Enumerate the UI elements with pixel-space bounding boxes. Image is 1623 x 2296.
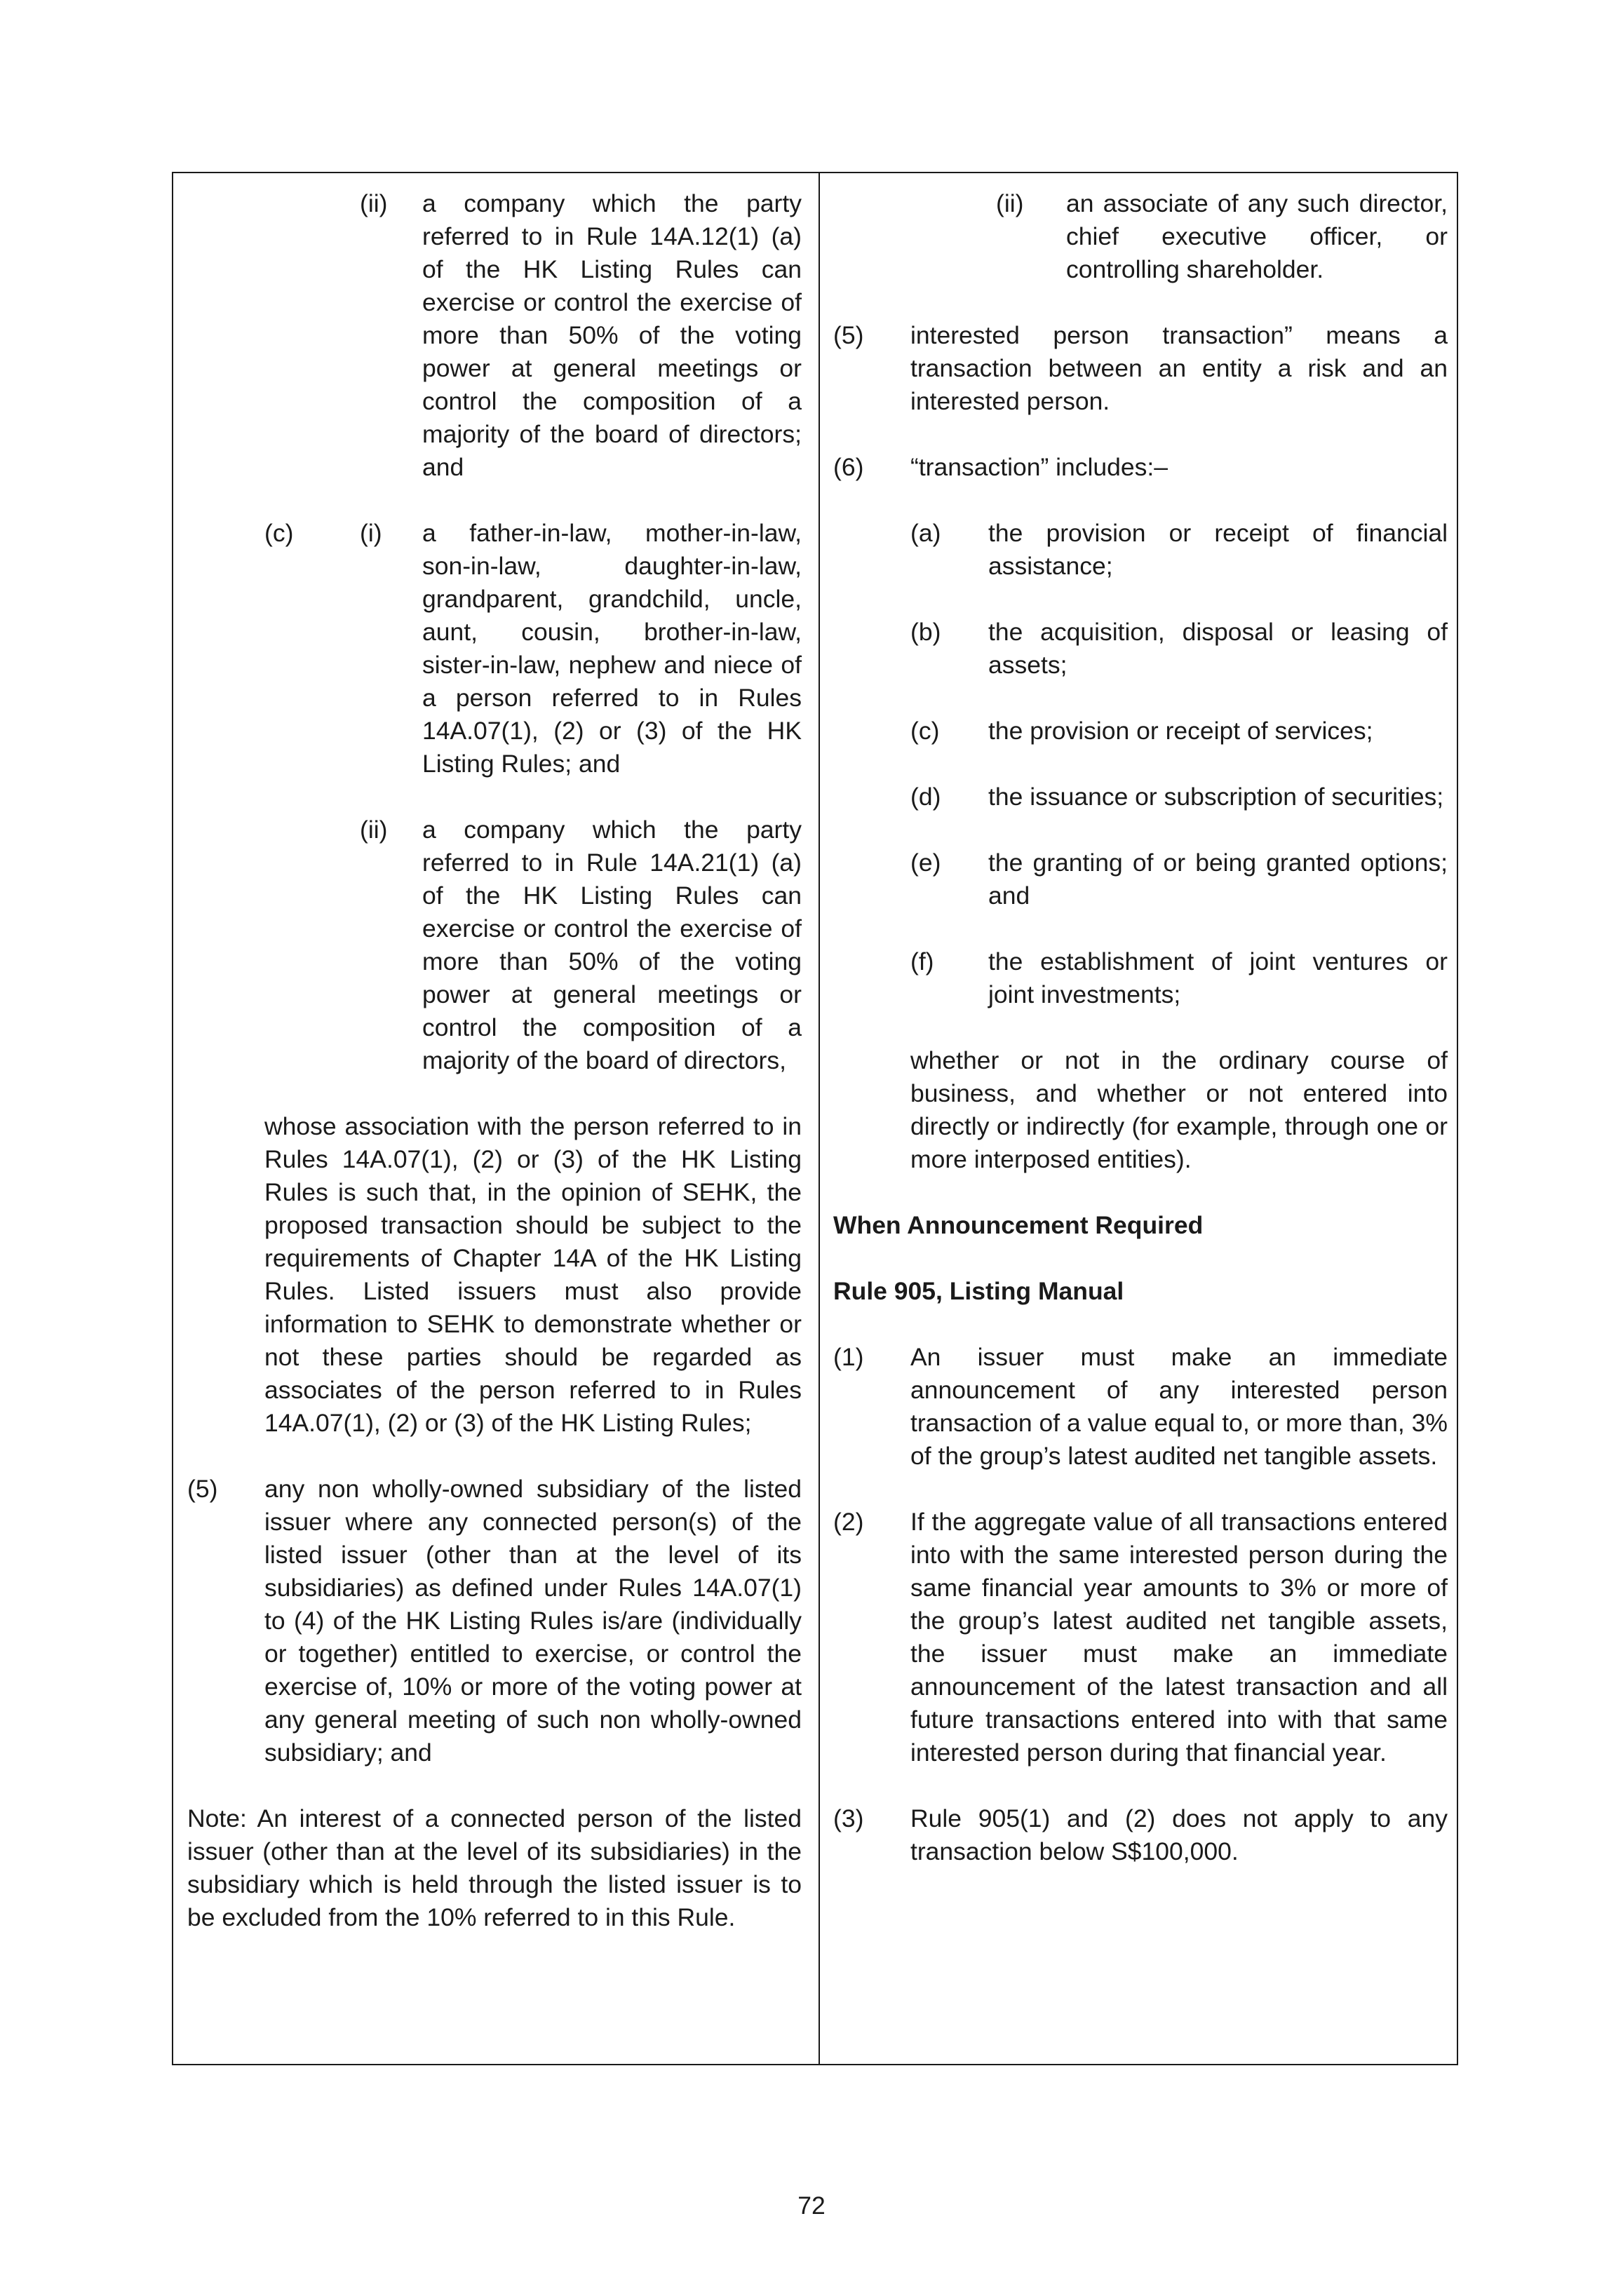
- item-text: the provision or receipt of financial assistance;: [988, 519, 1448, 580]
- left-item-b-ii: [187, 187, 802, 484]
- right-sub-item-d: [833, 781, 1448, 813]
- right-sub-item-f: [833, 945, 1448, 1011]
- item-label: (b): [910, 618, 941, 646]
- right-item-5: [833, 319, 1448, 418]
- item-label: (6): [833, 453, 864, 481]
- item-text: Rule 905(1) and (2) does not apply to any transaction below S$100,000.: [910, 1804, 1448, 1865]
- item-text: an associate of any such director, chief executive officer, or controlling shareholder.: [1066, 189, 1448, 283]
- right-rule-item-1: [833, 1341, 1448, 1473]
- comparison-table: [172, 172, 1458, 2065]
- right-sub-item-a: [833, 517, 1448, 583]
- item-text: a father-in-law, mother-in-law, son-in-law, daughter-in-law, grandparent, grandchild, uncle, aunt, cousin, brother-in-law, sister-in-law, nephew and niece of a person referred to in Rules 14A.07(1), (2) or (3) of the HK Listing Rules; and: [422, 519, 802, 778]
- item-label: (ii): [360, 189, 388, 217]
- paragraph-text: whose association with the person referred to in Rules 14A.07(1), (2) or (3) of the HK Listing Rules is such that, in the opinion of SEHK, the proposed transaction should be subject to the requirements of Chapter 14A of the HK Listing Rules. Listed issuers must also provide information to SEHK to demonstrate whether or not these parties should be regarded as associates of the person referred to in Rules 14A.07(1), (2) or (3) of the HK Listing Rules;: [264, 1112, 802, 1437]
- right-rule-item-3: [833, 1802, 1448, 1868]
- right-item-6: [833, 451, 1448, 484]
- item-label: (ii): [360, 816, 388, 844]
- item-text: interested person transaction” means a transaction between an entity a risk and an interested person.: [910, 321, 1448, 415]
- item-label: (5): [187, 1475, 218, 1503]
- item-text: An issuer must make an immediate announcement of any interested person transaction of a value equal to, or more than, 3% of the group’s latest audited net tangible assets.: [910, 1343, 1448, 1470]
- left-association-paragraph: [187, 1110, 802, 1440]
- item-label: (a): [910, 519, 941, 547]
- item-outer-label: (c): [264, 519, 294, 547]
- column-divider: [819, 173, 820, 2064]
- item-label: (5): [833, 321, 864, 349]
- left-note: [187, 1802, 802, 1934]
- left-item-c-i: [187, 517, 802, 781]
- item-text: “transaction” includes:–: [910, 453, 1169, 481]
- section-heading-rule-905: Rule 905, Listing Manual: [833, 1277, 1124, 1305]
- right-item-ii: [833, 187, 1448, 286]
- item-label: (ii): [996, 189, 1024, 217]
- section-heading-announcement: When Announcement Required: [833, 1211, 1204, 1239]
- right-sub-item-c: [833, 715, 1448, 748]
- left-item-c-ii: [187, 813, 802, 1077]
- item-text: the provision or receipt of services;: [988, 717, 1373, 745]
- item-text: a company which the party referred to in Rule 14A.21(1) (a) of the HK Listing Rules can exercise or control the exercise of more than 50% of the voting power at general meetings or control the composition of a majority of the board of directors,: [422, 816, 802, 1074]
- item-text: the granting of or being granted options; and: [988, 849, 1448, 910]
- item-text: a company which the party referred to in Rule 14A.12(1) (a) of the HK Listing Rules can exercise or control the exercise of more than 50% of the voting power at general meetings or control the composition of a majority of the board of directors; and: [422, 189, 802, 481]
- paragraph-text: whether or not in the ordinary course of business, and whether or not entered into directly or indirectly (for example, through one or more interposed entities).: [910, 1046, 1448, 1173]
- item-text: any non wholly-owned subsidiary of the listed issuer where any connected person(s) of the listed issuer (other than at the level of its subsidiaries) as defined under Rules 14A.07(1) to (4) of the HK Listing Rules is/are (individually or together) entitled to exercise, or control the exercise of, 10% or more of the voting power at any general meeting of such non wholly-owned subsidiary; and: [264, 1475, 802, 1767]
- item-label: (d): [910, 783, 941, 811]
- item-label: (2): [833, 1508, 864, 1536]
- page-number: 72: [797, 2192, 826, 2220]
- item-text: the establishment of joint ventures or joint investments;: [988, 947, 1448, 1008]
- item-label: (i): [360, 519, 382, 547]
- right-column: [833, 187, 1448, 1868]
- right-whether-paragraph: [833, 1044, 1448, 1176]
- item-label: (e): [910, 849, 941, 877]
- right-rule-item-2: [833, 1506, 1448, 1769]
- item-text: the acquisition, disposal or leasing of assets;: [988, 618, 1448, 679]
- note-text: Note: An interest of a connected person of the listed issuer (other than at the level of its subsidiaries) in the subsidiary which is held through the listed issuer is to be excluded from the 10% referred to in this Rule.: [187, 1804, 802, 1931]
- left-item-5: [187, 1473, 802, 1769]
- left-column: [187, 187, 802, 1934]
- right-sub-item-b: [833, 616, 1448, 682]
- item-label: (c): [910, 717, 940, 745]
- item-text: the issuance or subscription of securities;: [988, 783, 1444, 811]
- item-label: (1): [833, 1343, 864, 1371]
- item-label: (f): [910, 947, 934, 975]
- item-label: (3): [833, 1804, 864, 1832]
- item-text: If the aggregate value of all transactions entered into with the same interested person during the same financial year amounts to 3% or more of the group’s latest audited net tangible assets, the issuer must make an immediate announcement of the latest transaction and all future transactions entered into with that same interested person during that financial year.: [910, 1508, 1448, 1767]
- right-sub-item-e: [833, 846, 1448, 912]
